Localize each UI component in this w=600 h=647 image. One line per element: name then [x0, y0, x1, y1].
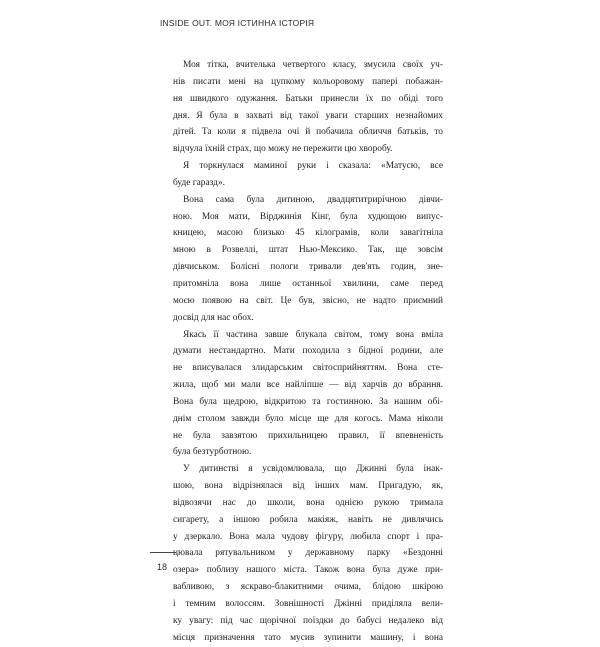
footer-rule	[150, 552, 176, 553]
text-line: Вона сама була дитиною, двадцятитрирічною дівчи-	[183, 194, 443, 205]
text-line: нів писати мені на цупкому кольоровому папері побажан-	[173, 76, 443, 87]
text-line: не вписувалася злидарським світосприйняттям. Вона сте-	[173, 363, 443, 374]
text-line: дівчиськом. Болісні пологи тривали дев'ять годин, зне-	[173, 262, 443, 273]
text-line: відчула їхній страх, що можу не пережити цю хворобу.	[173, 144, 393, 155]
text-line: мною в Розвеллі, штат Нью-Мексико. Так, ще зовсім	[173, 245, 443, 256]
running-header: INSIDE OUT. МОЯ ІСТИННА ІСТОРІЯ	[160, 18, 315, 28]
text-line: у дзеркало. Вона мала чудову фігуру, любила спорт і пра-	[173, 531, 443, 542]
text-line: дітей. Та коли я підвела очі й побачила обличчя батьків, то	[173, 127, 443, 138]
text-line: ною. Моя мати, Вірджинія Кінг, була худющою випус-	[173, 211, 443, 222]
text-line: дня. Я була в захваті від такої уваги старших незнайомих	[173, 110, 443, 121]
text-line: моєю появою на світ. Це був, звісно, не надто приємний	[173, 295, 443, 306]
text-line: не була завзятою прихильницею правил, її впевненість	[173, 430, 443, 441]
text-line: ку увагу: під час щорічної поїздки до бабусі недалеко від	[173, 615, 443, 626]
text-line: жила, щоб ми мали все найліпше — від харчів до вбрання.	[173, 380, 443, 391]
text-line: Вона була щедрою, відкритою та гостинною. За нашим обі-	[173, 396, 443, 407]
text-line: і темним волоссям. Зовнішності Джінні приділяла вели-	[173, 599, 443, 609]
text-line: кницею, масою близько 45 кілограмів, коли завагітніла	[173, 228, 443, 239]
text-line: буде гаразд».	[173, 177, 225, 188]
text-line: вабливою, з яскраво-блакитними очима, блідою шкірою	[173, 582, 443, 593]
text-line: досвід для нас обох.	[173, 312, 254, 323]
text-line: У дитинстві я усвідомлювала, що Джинні була інак-	[183, 464, 443, 475]
text-line: сигарету, а іншою робила макіяж, навіть не дивлячись	[173, 514, 443, 525]
text-line: Моя тітка, вчителька четвертого класу, змусила своїх уч-	[183, 60, 443, 70]
text-line: була безтурботною.	[173, 447, 252, 458]
text-line: думати нестандартно. Мати походила з бідної родини, але	[173, 346, 443, 357]
text-line: днім столом завжди було місце ще для когось. Мама ніколи	[173, 413, 443, 424]
text-line: Якась її частина завше блукала світом, тому вона вміла	[183, 329, 443, 340]
page-number: 18	[157, 562, 168, 572]
text-line: Я торкнулася маминої руки і сказала: «Матусю, все	[183, 161, 443, 172]
text-line: місця призначення тато мусив зупинити машину, і вона	[173, 632, 443, 643]
text-line: відвозячи нас до школи, вона однією рукою тримала	[173, 497, 443, 508]
text-line: шою, вона відрізнялася від інших мам. Пригадую, як,	[173, 481, 443, 492]
body-text	[173, 57, 443, 647]
text-line: притомніла вона лише останньої хвилини, саме перед	[173, 278, 443, 289]
text-line: ня швидкого одужання. Батьки принесли їх по обіді того	[173, 93, 443, 104]
text-line: цювала рятувальником у державному парку «Бездонні	[173, 548, 443, 559]
text-line: озера» поблизу нашого міста. Також вона була дуже при-	[173, 565, 443, 576]
